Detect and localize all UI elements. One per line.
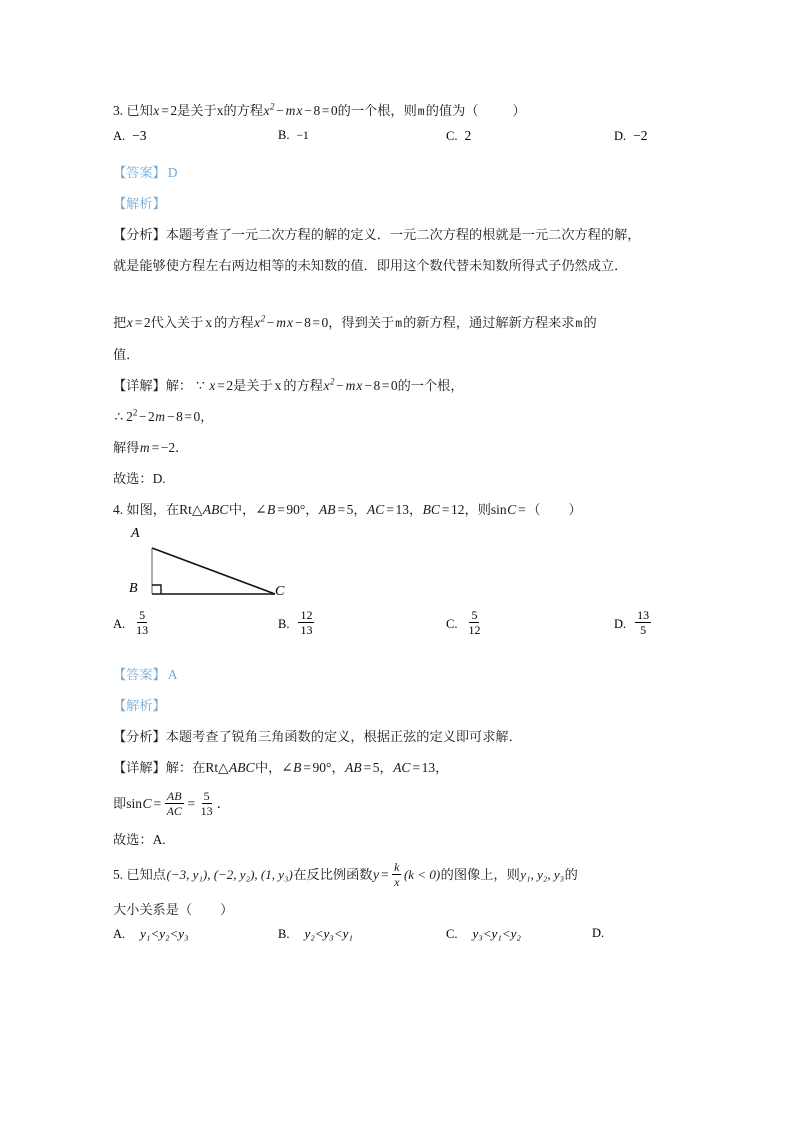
question-4-analysis-tag-line bbox=[113, 691, 683, 722]
q4-result-prefix: 即 bbox=[113, 797, 127, 812]
q5-points: (−3, y₁), (−2, y₂), (1, y₃) bbox=[166, 867, 293, 882]
q5-y-list: y₁, y₂, y₃ bbox=[520, 867, 565, 882]
q4-option-d-label: D. bbox=[614, 616, 627, 631]
q4-analysis-tag: 【解析】 bbox=[113, 699, 166, 714]
q3-fenxi-m2: m bbox=[575, 318, 583, 331]
q3-fenxi-sub-d: ，得到关于 bbox=[328, 316, 395, 331]
q5-stem-line2-text: 大小关系是（ bbox=[113, 903, 193, 918]
q3-step-8: 8 bbox=[176, 409, 183, 424]
q3-fenxi-poly-m: m bbox=[276, 315, 286, 330]
question-3-fenxi-line-4 bbox=[113, 340, 683, 371]
q4-option-c-denominator: 12 bbox=[468, 623, 481, 637]
q5-y: y bbox=[373, 867, 379, 882]
page-content bbox=[113, 96, 683, 956]
question-3-xiangjie-line bbox=[113, 371, 683, 402]
q3-option-b-label: B. bbox=[278, 128, 290, 142]
q4-option-a-label: A. bbox=[113, 616, 126, 631]
q5-fraction-denominator-x: x bbox=[394, 874, 400, 889]
q3-fenxi-text-4: 值． bbox=[113, 348, 140, 363]
q3-choose-value: D. bbox=[152, 471, 166, 486]
q3-val-2: 2 bbox=[170, 103, 178, 118]
q3-step-eq: = bbox=[184, 409, 192, 424]
q5-stem-text-4: 的 bbox=[564, 868, 578, 883]
q3-xj-poly-m: m bbox=[345, 378, 356, 393]
q4-ab-eq: = bbox=[337, 502, 346, 517]
q3-poly-minus-2: − bbox=[304, 103, 313, 118]
q4-option-d-denominator: 5 bbox=[640, 623, 647, 637]
q5-option-a-value: y₁<y₂<y₃ bbox=[140, 926, 189, 941]
q4-xj-ab-eq: = bbox=[363, 760, 372, 775]
q4-ac: AC bbox=[367, 502, 385, 517]
q5-option-c[interactable] bbox=[446, 926, 521, 942]
q3-xj-poly-exponent: 2 bbox=[329, 376, 335, 387]
q3-solve-prefix: 解得 bbox=[113, 441, 140, 456]
q3-fenxi-sub-e: 的新方程，通过解新方程来求 bbox=[403, 316, 575, 331]
q4-option-d[interactable] bbox=[614, 610, 653, 638]
q4-xj-comma-2: ， bbox=[379, 761, 393, 776]
question-3-number: 3. bbox=[113, 103, 124, 118]
spacer-1 bbox=[113, 282, 683, 308]
q4-comma-2: ， bbox=[353, 503, 367, 518]
question-3-fenxi-line-2 bbox=[113, 251, 683, 282]
q3-fenxi-poly-exponent: 2 bbox=[260, 313, 266, 324]
q4-option-a[interactable] bbox=[113, 610, 152, 638]
q3-poly-m: m bbox=[285, 103, 296, 118]
q3-poly-8: 8 bbox=[313, 103, 321, 118]
question-4-number: 4. bbox=[113, 502, 124, 517]
q3-poly-minus-1: − bbox=[276, 103, 284, 118]
q4-xj-ac: AC bbox=[393, 760, 411, 775]
q3-because-symbol: ∵ bbox=[196, 378, 205, 393]
q3-fenxi-eq: = bbox=[134, 315, 143, 330]
q3-var-x-1: x bbox=[153, 103, 160, 118]
q4-sin: sin bbox=[490, 502, 507, 517]
q3-solve-m: m bbox=[139, 440, 150, 455]
q3-option-a-value: −3 bbox=[132, 128, 147, 143]
q4-abc: ABC bbox=[202, 502, 229, 517]
question-4-options bbox=[113, 608, 683, 660]
q3-xj-eq: = bbox=[217, 378, 225, 393]
q4-fenxi-tag: 【分析】 bbox=[113, 730, 166, 745]
q3-option-a[interactable] bbox=[113, 128, 147, 144]
q5-stem-text-3: 的图像上，则 bbox=[440, 868, 520, 883]
q4-answer-value: A bbox=[167, 667, 178, 682]
q3-fenxi-sub-b: 代入关于 bbox=[150, 316, 204, 331]
q3-option-b-value: −1 bbox=[296, 129, 309, 142]
q3-xj-x: x bbox=[209, 378, 216, 393]
q4-stem-text-1: 如图，在 bbox=[126, 503, 180, 518]
q4-option-a-denominator: 13 bbox=[136, 623, 149, 637]
q3-xj-text-1: 是关于 bbox=[233, 379, 273, 394]
q5-option-b-value: y₂<y₃<y₁ bbox=[304, 926, 353, 941]
q5-option-c-label: C. bbox=[446, 926, 458, 941]
q3-stem-text-2: 是关于 bbox=[177, 104, 217, 119]
q5-fraction-numerator-k: k bbox=[394, 859, 400, 874]
q3-xj-tail: 的一个根， bbox=[397, 379, 464, 394]
q3-stem-text-6: ） bbox=[512, 104, 526, 119]
q5-option-a[interactable] bbox=[113, 926, 189, 942]
question-5-stem-line-1 bbox=[113, 856, 683, 895]
q3-fenxi-sub-a: 把 bbox=[113, 316, 127, 331]
q4-result-fraction-ab-ac bbox=[165, 790, 184, 818]
q4-option-a-fraction bbox=[134, 609, 150, 637]
q3-xj-poly-eq: = bbox=[381, 378, 390, 393]
question-5-stem-line-2 bbox=[113, 895, 683, 926]
q3-xj-poly-x: x bbox=[323, 378, 330, 393]
question-4-xiangjie-line bbox=[113, 753, 683, 784]
q4-option-b-fraction bbox=[298, 609, 314, 637]
q4-option-b-numerator: 12 bbox=[300, 608, 313, 622]
q3-fenxi-x: x bbox=[126, 315, 133, 330]
q5-option-b-label: B. bbox=[278, 926, 290, 941]
q4-xj-angle-value: 90° bbox=[312, 760, 332, 775]
q3-option-b[interactable] bbox=[278, 128, 309, 143]
q3-rel-1: = bbox=[161, 103, 169, 118]
q4-xj-ac-value: 13 bbox=[421, 760, 436, 775]
q3-option-c-label: C. bbox=[446, 128, 458, 143]
q4-option-b[interactable] bbox=[278, 610, 316, 638]
q4-ab-value: 5 bbox=[346, 502, 354, 517]
q4-choose-value: A. bbox=[152, 832, 166, 847]
q4-option-d-numerator: 13 bbox=[637, 608, 650, 622]
q4-angle-value: 90° bbox=[286, 502, 306, 517]
q3-step-minus-1: − bbox=[138, 409, 147, 424]
q3-xj-varx: x bbox=[274, 378, 282, 393]
right-triangle-svg bbox=[125, 526, 365, 614]
q3-poly-equals: = bbox=[321, 103, 330, 118]
q5-eq: = bbox=[381, 867, 389, 882]
q3-fenxi-poly-minus-2: − bbox=[295, 315, 303, 330]
q5-stem-line2-close: ） bbox=[220, 903, 234, 918]
q3-solve-eq: = bbox=[151, 440, 160, 455]
q3-xiangjie-jie: 解： bbox=[165, 379, 193, 394]
q5-stem-text-2: 在反比例函数 bbox=[293, 868, 373, 883]
q4-xj-angle-b: B bbox=[293, 760, 302, 775]
question-4-stem bbox=[113, 495, 683, 526]
question-4-figure bbox=[125, 526, 365, 614]
q3-poly-x2: x bbox=[296, 103, 303, 118]
q3-solve-value: −2 bbox=[160, 440, 176, 455]
q3-stem-text-5: 的值为（ bbox=[425, 104, 479, 119]
q4-result-fraction-numerator-ab: AB bbox=[166, 788, 182, 803]
q3-poly-exponent: 2 bbox=[270, 101, 275, 112]
q4-xj-mid: 中， bbox=[254, 761, 282, 776]
q4-ab: AB bbox=[318, 502, 336, 517]
q3-step-exponent: 2 bbox=[132, 407, 138, 418]
q3-fenxi-poly-eq: = bbox=[312, 315, 320, 330]
q3-fenxi-text-2: 就是能够使方程左右两边相等的未知数的值．即用这个数代替未知数所得式子仍然成立． bbox=[113, 259, 628, 274]
q3-stem-text-4: 的一个根，则 bbox=[337, 104, 417, 119]
q3-xj-poly-8: 8 bbox=[373, 378, 381, 393]
q4-xj-comma-1: ， bbox=[331, 761, 345, 776]
q3-fenxi-poly-x: x bbox=[254, 315, 261, 330]
q5-option-c-value: y₃<y₁<y₂ bbox=[472, 926, 521, 941]
q3-fenxi-poly-minus-1: − bbox=[266, 315, 275, 330]
q3-fenxi-poly-x2: x bbox=[287, 315, 293, 330]
q3-option-d-label: D. bbox=[614, 128, 627, 143]
q4-sin-eq: = bbox=[518, 502, 526, 517]
q3-option-d-value: −2 bbox=[633, 128, 648, 143]
q3-choose-prefix: 故选： bbox=[113, 472, 153, 487]
q4-comma-4: ，则 bbox=[464, 503, 491, 518]
q3-xj-2: 2 bbox=[226, 378, 234, 393]
question-4-fenxi-line bbox=[113, 722, 683, 753]
q4-xj-ab: AB bbox=[345, 760, 362, 775]
question-3-fenxi-line-1 bbox=[113, 220, 683, 251]
q4-bc: BC bbox=[422, 502, 440, 517]
q3-xj-poly-x2: x bbox=[356, 378, 363, 393]
q3-step-minus-2: − bbox=[166, 409, 175, 424]
q4-xj-abc: ABC bbox=[228, 760, 255, 775]
q3-fenxi-sub-f: 的 bbox=[583, 316, 597, 331]
q5-fraction-k-x bbox=[392, 861, 401, 889]
figure-vertex-label-c: C bbox=[275, 584, 285, 599]
q4-xj-angle-eq: = bbox=[303, 760, 312, 775]
q3-analysis-tag: 【解析】 bbox=[113, 197, 166, 212]
q4-rt: Rt bbox=[179, 502, 192, 517]
q3-poly-x: x bbox=[263, 103, 270, 118]
q3-fenxi-m: m bbox=[395, 318, 403, 331]
q3-stem-text-1: 已知 bbox=[126, 104, 153, 119]
angle-icon: ∠ bbox=[255, 502, 267, 517]
question-3-stem bbox=[113, 96, 683, 128]
q5-option-b[interactable] bbox=[278, 926, 353, 942]
q4-result-eq-1: = bbox=[153, 796, 162, 811]
q4-paren-open: （ bbox=[527, 503, 541, 518]
question-3-choose-line bbox=[113, 464, 683, 495]
q3-fenxi-poly-0: 0 bbox=[321, 315, 329, 330]
q4-result-c: C bbox=[142, 796, 152, 811]
q4-option-d-fraction bbox=[635, 609, 651, 637]
q3-step-2m: 2 bbox=[147, 409, 155, 424]
q5-option-a-label: A. bbox=[113, 926, 126, 941]
q4-result-fraction-denominator-13: 13 bbox=[200, 803, 213, 818]
q4-result-sin: sin bbox=[126, 796, 142, 811]
q3-stem-text-3: 的方程 bbox=[223, 104, 264, 119]
q3-step-0: 0 bbox=[193, 409, 201, 424]
q3-var-x-2: x bbox=[216, 103, 224, 118]
q4-result-period: ． bbox=[216, 796, 231, 811]
q3-poly-0: 0 bbox=[330, 103, 338, 118]
q4-bc-value: 12 bbox=[451, 502, 465, 517]
q3-fenxi-varx: x bbox=[205, 315, 213, 330]
q4-option-a-numerator: 5 bbox=[139, 608, 146, 622]
question-5-options bbox=[113, 926, 683, 956]
question-3-analysis-tag-line bbox=[113, 189, 683, 220]
question-3-fenxi-line-3 bbox=[113, 308, 683, 340]
q3-step-m: m bbox=[155, 409, 165, 424]
q4-bc-eq: = bbox=[441, 502, 450, 517]
q4-angle-eq: = bbox=[277, 502, 285, 517]
q4-xj-angle-icon: ∠ bbox=[281, 760, 293, 775]
q4-option-b-label: B. bbox=[278, 616, 290, 631]
question-5-number: 5. bbox=[113, 867, 124, 882]
q3-fenxi-text-1: 本题考查了一元二次方程的解的定义．一元二次方程的根就是一元二次方程的解， bbox=[165, 228, 641, 243]
q4-comma-3: ， bbox=[408, 503, 423, 518]
q3-option-c[interactable] bbox=[446, 128, 471, 144]
q3-answer-value: D bbox=[167, 165, 178, 180]
q3-step-2: 2 bbox=[126, 409, 133, 424]
q3-option-d[interactable] bbox=[614, 128, 648, 144]
q4-xj-rt: Rt bbox=[205, 760, 219, 775]
question-4-answer-line bbox=[113, 660, 683, 691]
q5-stem-text-1: 已知点 bbox=[126, 868, 166, 883]
q3-m-symbol: m bbox=[417, 106, 425, 119]
question-4-result-line bbox=[113, 784, 683, 825]
q4-option-c-label: C. bbox=[446, 616, 458, 631]
q4-angle-b: B bbox=[267, 502, 276, 517]
q3-xiangjie-tag: 【详解】 bbox=[113, 379, 166, 394]
question-3-solve-line bbox=[113, 433, 683, 464]
figure-vertex-label-b: B bbox=[129, 581, 138, 596]
question-4-choose-line bbox=[113, 825, 683, 856]
q4-choose-prefix: 故选： bbox=[113, 833, 153, 848]
q5-condition: (k < 0) bbox=[403, 867, 441, 882]
q4-xj-ab-value: 5 bbox=[372, 760, 380, 775]
figure-vertex-label-a: A bbox=[131, 526, 140, 541]
q3-fenxi-sub-c: 的方程 bbox=[214, 316, 254, 331]
right-angle-marker-icon bbox=[152, 585, 161, 594]
q3-xj-poly-0: 0 bbox=[390, 378, 398, 393]
q3-xj-poly-minus-1: − bbox=[335, 378, 344, 393]
q3-fenxi-2: 2 bbox=[143, 315, 151, 330]
triangle-icon: △ bbox=[191, 502, 203, 517]
question-3-answer-line bbox=[113, 158, 683, 189]
q4-xiangjie-jie: 解：在 bbox=[165, 761, 206, 776]
triangle-side-ac bbox=[152, 548, 275, 594]
q4-answer-tag: 【答案】 bbox=[113, 668, 166, 683]
q3-step-comma: ， bbox=[200, 410, 214, 425]
question-3-step-line bbox=[113, 402, 683, 433]
q5-option-d[interactable] bbox=[592, 926, 620, 941]
q5-option-d-label: D. bbox=[592, 926, 605, 940]
q4-paren-close: ） bbox=[568, 503, 582, 518]
q4-xj-tail: ， bbox=[435, 761, 449, 776]
q4-option-c-fraction bbox=[466, 609, 482, 637]
q4-xiangjie-tag: 【详解】 bbox=[113, 761, 166, 776]
q4-comma-1: ， bbox=[305, 503, 319, 518]
q4-option-b-denominator: 13 bbox=[300, 623, 313, 637]
q3-xj-poly-minus-2: − bbox=[364, 378, 372, 393]
q4-result-fraction-numerator-5: 5 bbox=[203, 788, 210, 803]
q3-solve-period: ． bbox=[175, 440, 189, 455]
q4-fenxi-text: 本题考查了锐角三角函数的定义，根据正弦的定义即可求解． bbox=[165, 730, 522, 745]
q3-fenxi-tag: 【分析】 bbox=[113, 228, 166, 243]
q4-ac-eq: = bbox=[386, 502, 394, 517]
q4-result-eq-2: = bbox=[187, 796, 196, 811]
q4-option-c[interactable] bbox=[446, 610, 484, 638]
q4-sin-c: C bbox=[507, 502, 517, 517]
q3-option-a-label: A. bbox=[113, 128, 126, 143]
q4-option-c-numerator: 5 bbox=[471, 608, 478, 622]
q3-option-c-value: 2 bbox=[464, 128, 472, 143]
q4-ac-value: 13 bbox=[395, 502, 409, 517]
q4-result-fraction-5-13 bbox=[199, 790, 215, 818]
q3-xj-text-2: 的方程 bbox=[283, 379, 323, 394]
q3-answer-tag: 【答案】 bbox=[113, 166, 166, 181]
q4-xj-ac-eq: = bbox=[412, 760, 421, 775]
q4-stem-text-2: 中， bbox=[228, 503, 256, 518]
q4-xj-triangle-icon: △ bbox=[218, 760, 229, 775]
q4-result-fraction-denominator-ac: AC bbox=[166, 803, 182, 818]
q3-fenxi-poly-8: 8 bbox=[304, 315, 311, 330]
question-3-options bbox=[113, 128, 683, 158]
q3-therefore-symbol: ∴ bbox=[114, 409, 124, 424]
